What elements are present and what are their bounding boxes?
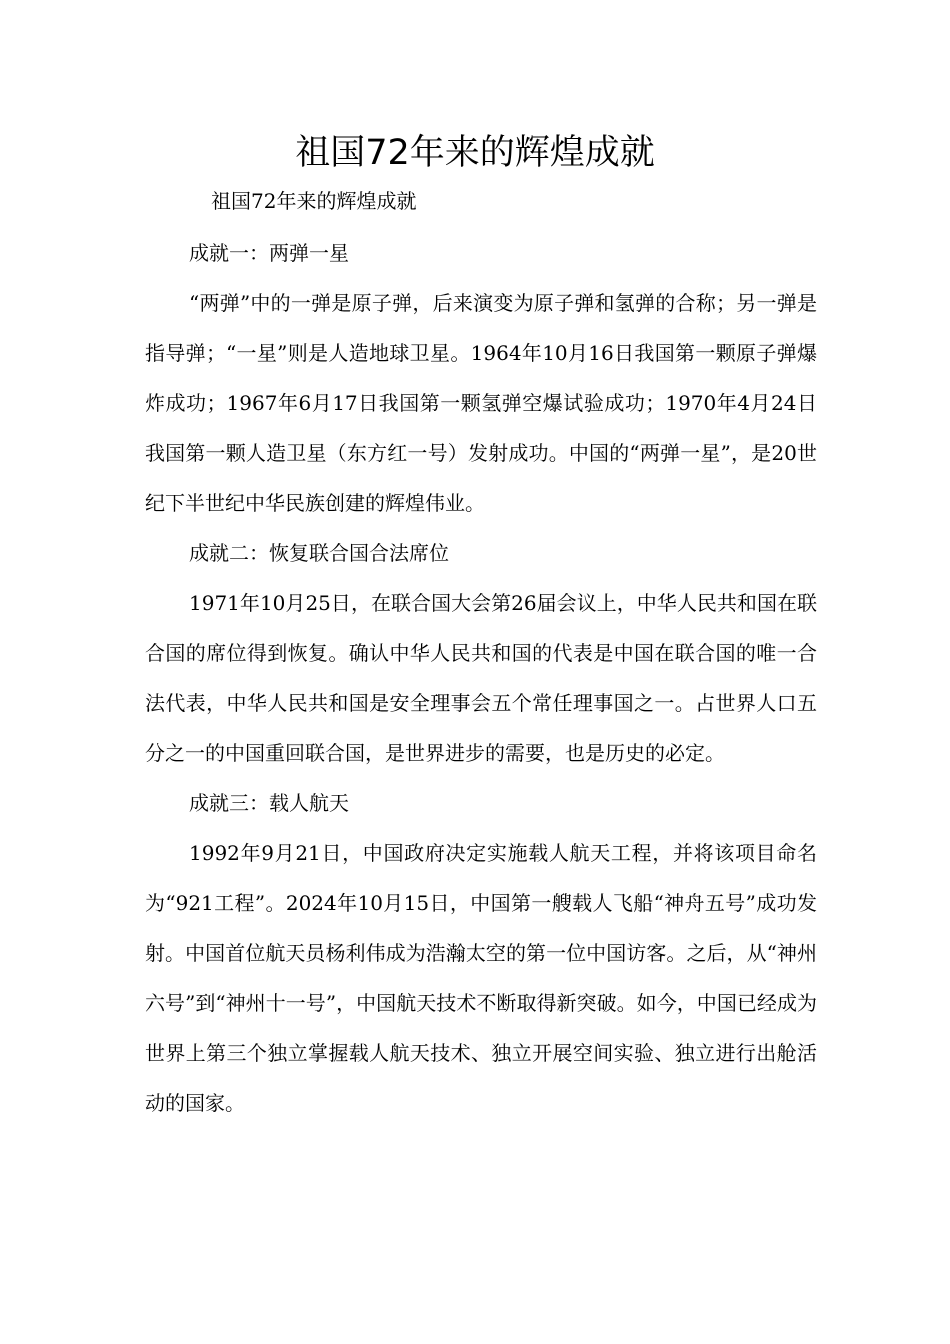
section-heading-1: 成就一：两弹一星 xyxy=(189,241,349,265)
document-title: 祖国72年来的辉煌成就 xyxy=(295,133,655,173)
section-paragraph-1: “两弹”中的一弹是原子弹，后来演变为原子弹和氢弹的合称；另一弹是指导弹；“一星”则是人造地球卫星。1964年10月16日我国第一颗原子弹爆炸成功；1967年6月17日我国第一颗氢弹空爆试验成功；1970年4月24日我国第一颗人造卫星（东方红一号）发射成功。中国的“两弹一星”，是20世纪下半世纪中华民族创建的辉煌伟业。 xyxy=(145,291,817,515)
section-heading-3: 成就三：载人航天 xyxy=(189,791,349,815)
section-heading-2: 成就二：恢复联合国合法席位 xyxy=(189,541,449,565)
document-subtitle: 祖国72年来的辉煌成就 xyxy=(211,189,417,213)
document-body xyxy=(145,228,817,1128)
section-paragraph-3: 1992年9月21日，中国政府决定实施载人航天工程，并将该项目命名为“921工程”。2024年10月15日，中国第一艘载人飞船“神舟五号”成功发射。中国首位航天员杨利伟成为浩瀚太空的第一位中国访客。之后，从“神州六号”到“神州十一号”，中国航天技术不断取得新突破。如今，中国已经成为世界上第三个独立掌握载人航天技术、独立开展空间实验、独立进行出舱活动的国家。 xyxy=(145,841,817,1115)
section-paragraph-2: 1971年10月25日，在联合国大会第26届会议上，中华人民共和国在联合国的席位得到恢复。确认中华人民共和国的代表是中国在联合国的唯一合法代表，中华人民共和国是安全理事会五个常任理事国之一。占世界人口五分之一的中国重回联合国，是世界进步的需要，也是历史的必定。 xyxy=(145,591,817,765)
